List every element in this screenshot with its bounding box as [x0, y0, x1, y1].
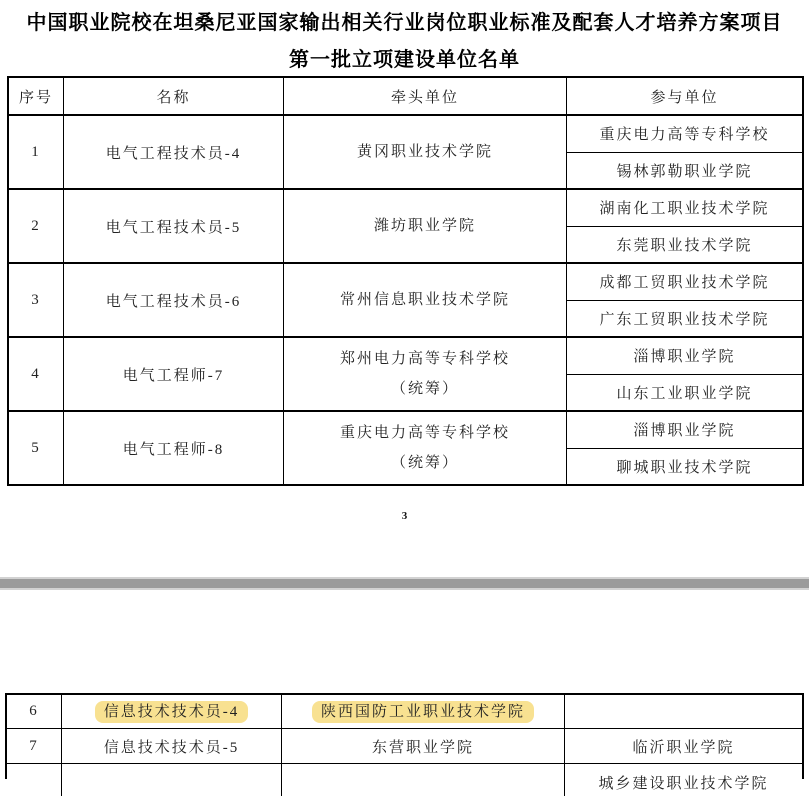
participant-unit: 东莞职业技术学院 [616, 237, 753, 254]
participant-unit: 山东工业职业学院 [616, 385, 753, 402]
lead-unit-cell [281, 764, 564, 796]
page-break-separator [0, 577, 809, 590]
row-number-cell: 7 [29, 737, 39, 754]
lead-unit-line: 黄冈职业技术学院 [356, 144, 493, 160]
participant-unit: 淄博职业学院 [567, 412, 802, 449]
participant-unit: 聊城职业技术学院 [616, 459, 753, 476]
table-row [7, 728, 802, 763]
table-row [7, 695, 802, 728]
participant-unit: 成都工贸职业技术学院 [567, 264, 802, 301]
participant-unit-cell [564, 764, 802, 796]
name-cell: 电气工程技术员-6 [63, 264, 283, 336]
row-number-cell: 6 [29, 703, 39, 719]
participant-unit-cell [564, 695, 802, 728]
table-row [9, 410, 802, 484]
row-number-cell: 4 [31, 365, 41, 382]
name-text: 信息技术技术员-5 [103, 739, 240, 756]
lead-unit-cell [281, 729, 564, 763]
lead-unit-line: （统筹） [390, 455, 459, 471]
row-number-cell: 2 [31, 217, 41, 234]
participant-unit-partial-text: 城乡建设职业技术学院 [598, 776, 769, 792]
lead-unit-line: 郑州电力高等专科学校 [339, 351, 510, 367]
highlighted-lead-unit-text: 陕西国防工业职业技术学院 [312, 701, 534, 723]
table-row [9, 336, 802, 410]
project-table-page4 [5, 693, 804, 792]
name-cell [61, 695, 281, 728]
participant-unit: 淄博职业学院 [567, 338, 802, 375]
row-number-cell [7, 764, 61, 796]
name-cell: 电气工程技术员-5 [63, 190, 283, 262]
participant-units-cell [566, 412, 802, 484]
name-cell: 电气工程技术员-4 [63, 116, 283, 188]
lead-unit-text: 东营职业学院 [371, 739, 474, 756]
table-row [9, 188, 802, 262]
lead-unit-line: 常州信息职业技术学院 [339, 292, 510, 308]
lead-unit-cell [281, 695, 564, 728]
table-row [9, 262, 802, 336]
lead-unit-cell [283, 190, 566, 262]
lead-unit-cell [283, 338, 566, 410]
column-header: 牵头单位 [283, 78, 566, 114]
participant-unit: 广东工贸职业技术学院 [599, 311, 770, 328]
participant-units-cell [566, 264, 802, 336]
highlighted-name-text: 信息技术技术员-4 [95, 701, 249, 723]
document-title-line1: 中国职业院校在坦桑尼亚国家输出相关行业岗位职业标准及配套人才培养方案项目 [26, 12, 783, 34]
participant-unit-text: 临沂职业学院 [632, 739, 735, 756]
table-header-row [9, 78, 802, 114]
column-header: 参与单位 [566, 78, 802, 114]
participant-unit: 湖南化工职业技术学院 [567, 190, 802, 227]
row-number-cell: 5 [31, 439, 41, 456]
participant-unit: 锡林郭勒职业学院 [616, 163, 753, 180]
page-number: 3 [401, 510, 408, 522]
participant-unit: 重庆电力高等专科学校 [567, 116, 802, 153]
participant-units-cell [566, 338, 802, 410]
participant-units-cell [566, 116, 802, 188]
lead-unit-line: 重庆电力高等专科学校 [339, 425, 510, 441]
lead-unit-cell [283, 116, 566, 188]
participant-unit-cell [564, 729, 802, 763]
name-cell [61, 764, 281, 796]
name-cell: 电气工程师-8 [63, 412, 283, 484]
column-header: 名称 [63, 78, 283, 114]
lead-unit-line: （统筹） [390, 381, 459, 397]
column-header: 序号 [18, 89, 53, 106]
name-cell: 电气工程师-7 [63, 338, 283, 410]
row-number-cell: 1 [31, 143, 41, 160]
lead-unit-cell [283, 264, 566, 336]
table-row [7, 763, 802, 796]
lead-unit-line: 潍坊职业学院 [373, 218, 476, 234]
name-cell [61, 729, 281, 763]
participant-units-cell [566, 190, 802, 262]
lead-unit-cell [283, 412, 566, 484]
project-table-page3 [7, 76, 804, 486]
document-title-line2: 第一批立项建设单位名单 [289, 49, 520, 71]
row-number-cell: 3 [31, 291, 41, 308]
table-row [9, 114, 802, 188]
